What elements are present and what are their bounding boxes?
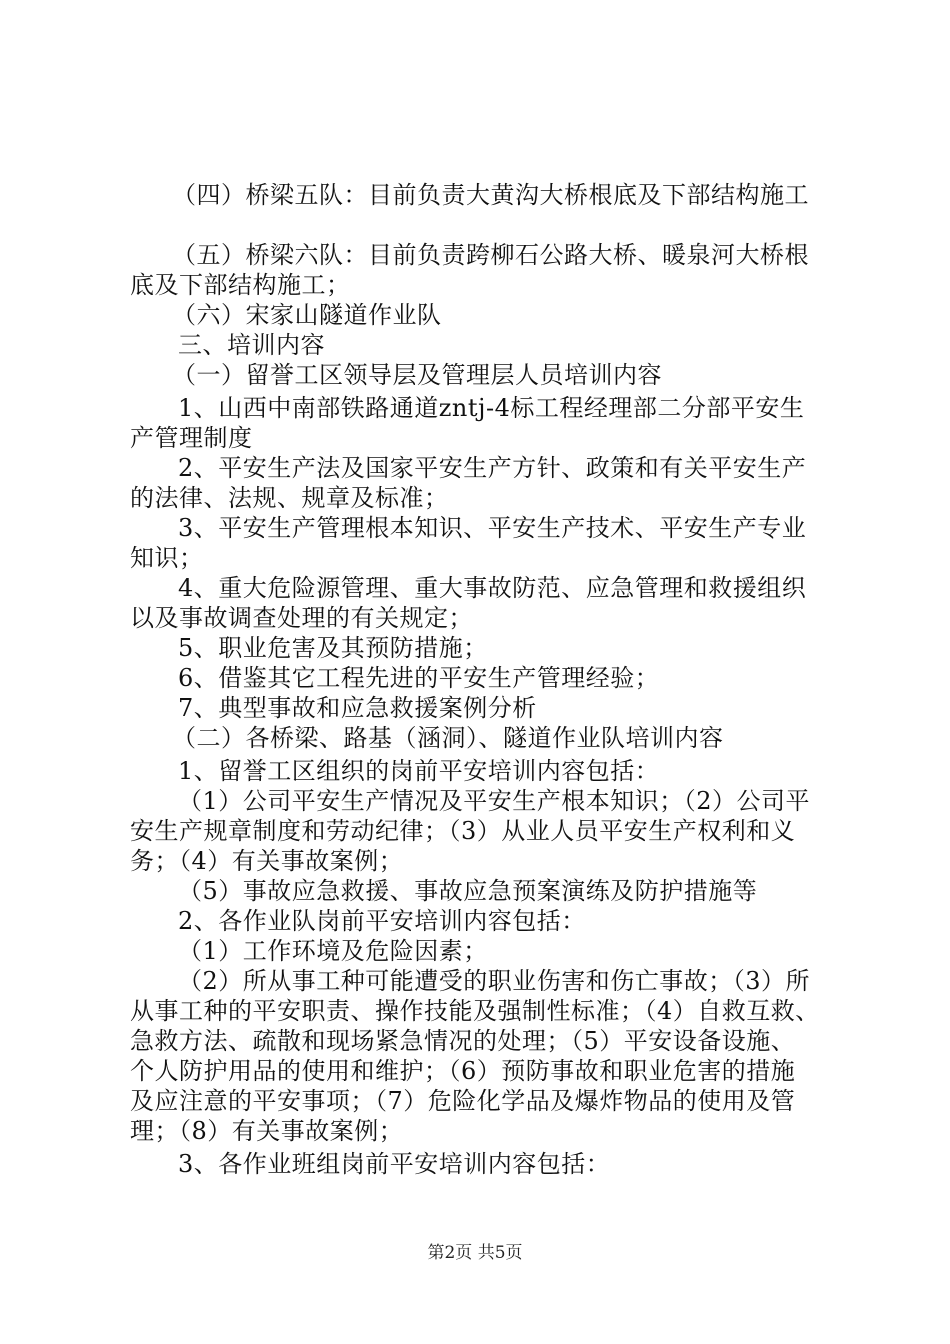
text-line: 的法律、法规、规章及标准； (130, 484, 449, 512)
text-line: 3、各作业班组岗前平安培训内容包括： (178, 1150, 611, 1178)
text-line: 急救方法、疏散和现场紧急情况的处理；（5）平安设备设施、 (130, 1027, 796, 1055)
text-line: 6、借鉴其它工程先进的平安生产管理经验； (178, 664, 660, 692)
text-line: 个人防护用品的使用和维护；（6）预防事故和职业危害的措施 (130, 1057, 796, 1085)
text-line: 4、重大危险源管理、重大事故防范、应急管理和救援组织 (178, 574, 807, 602)
text-line: （二）各桥梁、路基（涵洞）、隧道作业队培训内容 (172, 724, 724, 752)
text-line: 7、典型事故和应急救援案例分析 (178, 694, 537, 722)
text-line: （2）所从事工种可能遭受的职业伤害和伤亡事故；（3）所 (178, 967, 811, 995)
text-line: 及应注意的平安事项；（7）危险化学品及爆炸物品的使用及管 (130, 1087, 796, 1115)
text-line: 2、平安生产法及国家平安生产方针、政策和有关平安生产 (178, 454, 807, 482)
text-line: （六）宋家山隧道作业队 (172, 301, 442, 329)
text-line: 5、职业危害及其预防措施； (178, 634, 488, 662)
text-line: 以及事故调查处理的有关规定； (130, 604, 473, 632)
text-line: 安生产规章制度和劳动纪律；（3）从业人员平安生产权利和义 (130, 817, 796, 845)
text-line: 底及下部结构施工； (130, 271, 351, 299)
text-line: 知识； (130, 544, 204, 572)
page-number-footer: 第2页 共5页 (427, 1243, 523, 1263)
text-line: 2、各作业队岗前平安培训内容包括： (178, 907, 586, 935)
text-line: 三、培训内容 (178, 331, 325, 359)
text-line: （五）桥梁六队：目前负责跨柳石公路大桥、暖泉河大桥根 (172, 241, 809, 269)
text-line: 3、平安生产管理根本知识、平安生产技术、平安生产专业 (178, 514, 807, 542)
text-line: 务；（4）有关事故案例； (130, 847, 404, 875)
text-line: （5）事故应急救援、事故应急预案演练及防护措施等 (178, 877, 758, 905)
text-line: 从事工种的平安职责、操作技能及强制性标准；（4）自救互救、 (130, 997, 820, 1025)
text-line: 产管理制度 (130, 424, 253, 452)
text-line: 1、山西中南部铁路通道zntj-4标工程经理部二分部平安生 (178, 394, 805, 422)
text-line: （四）桥梁五队：目前负责大黄沟大桥根底及下部结构施工 (172, 181, 809, 209)
text-line: （一）留誉工区领导层及管理层人员培训内容 (172, 361, 662, 389)
text-line: （1）工作环境及危险因素； (178, 937, 488, 965)
text-line: 理；（8）有关事故案例； (130, 1117, 404, 1145)
text-line: （1）公司平安生产情况及平安生产根本知识；（2）公司平 (178, 787, 811, 815)
text-line: 1、留誉工区组织的岗前平安培训内容包括： (178, 757, 660, 785)
